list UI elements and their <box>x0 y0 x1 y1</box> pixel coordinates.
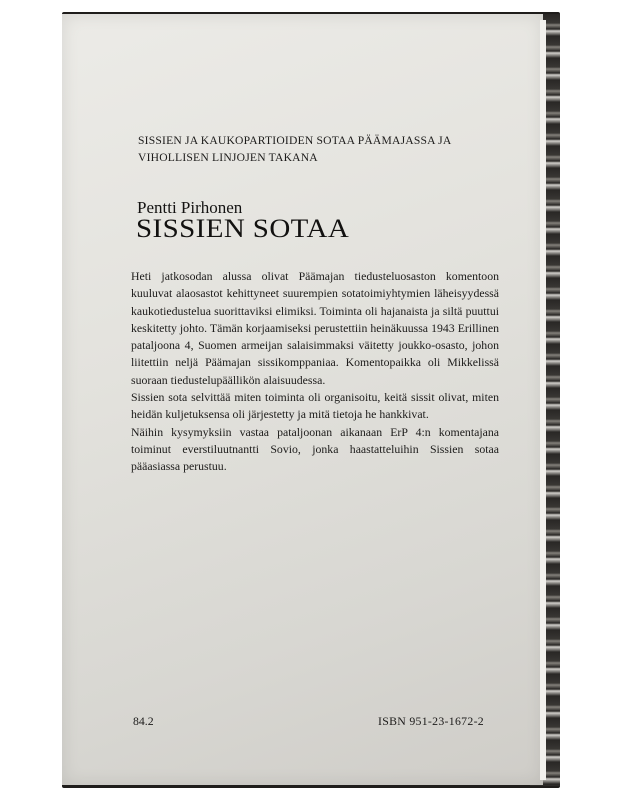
blurb-paragraph: Näihin kysymyksiin vastaa pataljoonan aikanaan ErP 4:n komentajana toiminut everstiluutnantti Sovio, jonka haastatteluihin Sissien sotaa pääasiassa perustuu. <box>131 424 499 474</box>
classification-code: 84.2 <box>133 714 154 728</box>
tagline: SISSIEN JA KAUKOPARTIOIDEN SOTAA PÄÄMAJASSA JA VIHOLLISEN LINJOJEN TAKANA <box>138 134 451 164</box>
author-name: Pentti Pirhonen <box>137 198 243 217</box>
blurb-paragraph: Heti jatkosodan alussa olivat Päämajan tiedusteluosaston komentoon kuuluvat alaosastot kehittyneet suurempien sotatoimiyhtymien läheisyydessä kaukotiedustelua suorittaviksi elimiksi. Toiminta oli hajanaista ja siltä puuttui keskitetty johto. Tämän korjaamiseksi perustettiin heinäkuussa 1943 Erillinen pataljoona 4, Suomen armeijan salaisimmaksi väitetty joukko-osasto, johon liitettiin neljä Päämajan sissikomppaniaa. Komentopaikka oli Mikkelissä suoraan tiedustelupäällikön alaisuudessa. <box>131 269 499 387</box>
isbn: ISBN 951-23-1672-2 <box>378 714 484 728</box>
blurb-paragraph: Sissien sota selvittää miten toiminta oli organisoitu, keitä sissit olivat, miten heidän kuljetuksensa oli järjestetty ja mitä tietoja he hankkivat. <box>131 390 499 422</box>
blurb <box>131 268 499 476</box>
cover-page-edge <box>540 20 546 780</box>
book-title: SISSIEN SOTAA <box>136 214 350 244</box>
